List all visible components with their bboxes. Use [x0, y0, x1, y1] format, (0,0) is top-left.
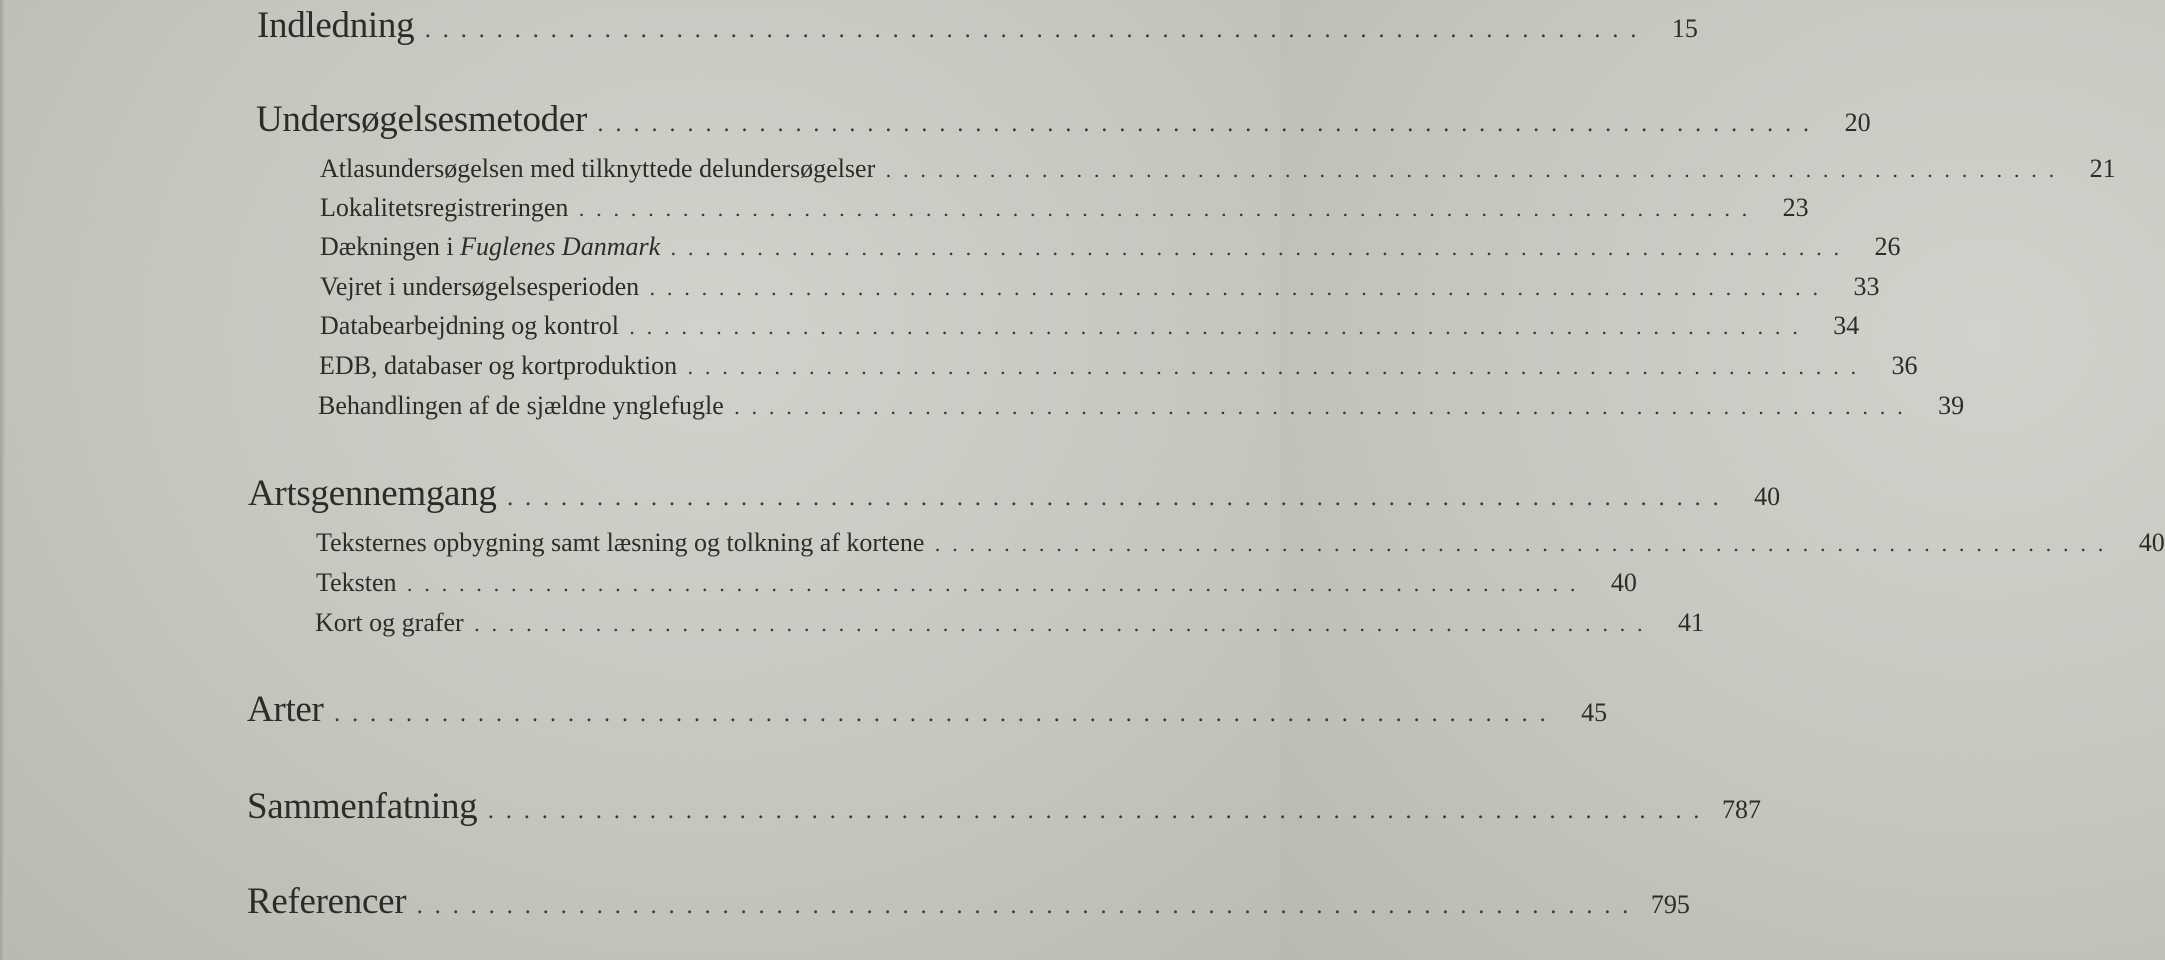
toc-entry-page: 20 — [1844, 108, 1871, 137]
dot-leader: .................................................................... — [473, 612, 1655, 636]
dot-leader: .................................................................... — [649, 276, 1830, 300]
toc-entry-title: Indledning — [257, 5, 415, 46]
toc-subentry-page: 40 — [2138, 528, 2165, 557]
toc-subentry-title — [320, 232, 660, 262]
toc-subentry-title: Atlasundersøgelsen med tilknyttede delundersøgelser — [320, 154, 876, 183]
toc-entry-title: Undersøgelsesmetoder — [256, 99, 588, 140]
toc-subentry — [320, 311, 1860, 345]
dot-leader: .................................................................... — [687, 355, 1868, 379]
dot-leader: .................................................................... — [628, 315, 1810, 339]
toc-entry-page: 45 — [1581, 698, 1608, 727]
toc-subentry-title: Kort og grafer — [315, 608, 464, 637]
toc-subentry — [316, 568, 1637, 602]
toc-subentry — [319, 351, 1918, 385]
toc-subentry — [320, 272, 1880, 306]
toc-entry-page: 795 — [1650, 890, 1690, 919]
toc-entry-title: Artsgennemgang — [248, 473, 497, 514]
toc-entry-artsgennemgang — [248, 472, 1781, 518]
toc-subentry — [320, 154, 2116, 188]
dot-leader: .................................................................... — [733, 395, 1915, 419]
toc-subentry — [320, 193, 1809, 227]
toc-subentry-title: Behandlingen af de sjældne ynglefugle — [318, 391, 724, 420]
toc-subentry — [315, 608, 1705, 642]
toc-subentry-page: 33 — [1853, 272, 1880, 301]
toc-entry-undersogelsesmetoder — [256, 98, 1871, 144]
toc-subentry-page: 21 — [2089, 154, 2116, 183]
toc-entry-title: Arter — [247, 689, 324, 730]
toc-entry-sammenfatning — [247, 785, 1761, 831]
toc-subentry — [320, 232, 1901, 266]
toc-entry-referencer — [247, 880, 1690, 926]
toc-subentry-page: 41 — [1678, 608, 1705, 637]
dot-leader: .................................................................... — [487, 799, 1711, 824]
toc-subentry-title: Databearbejdning og kontrol — [320, 311, 619, 340]
toc-entry-title: Referencer — [247, 881, 407, 922]
toc-subentry-page: 34 — [1833, 311, 1860, 340]
toc-subentry-page: 26 — [1874, 232, 1901, 261]
toc-subentry-title: Lokalitetsregistreringen — [320, 193, 569, 222]
dot-leader: .................................................................... — [416, 894, 1640, 919]
dot-leader: .................................................................... — [885, 158, 2066, 182]
toc-subentry-title-italic: Fuglenes Danmark — [460, 232, 661, 261]
toc-subentry — [316, 528, 2165, 562]
dot-leader: .................................................................... — [934, 532, 2115, 556]
toc-entry-page: 15 — [1671, 14, 1698, 43]
toc-entry-arter — [247, 688, 1608, 734]
toc-subentry-title: Teksternes opbygning samt læsning og tolkning af kortene — [316, 528, 925, 557]
toc-subentry-title: Teksten — [316, 568, 397, 597]
dot-leader: .................................................................... — [597, 112, 1821, 137]
dot-leader: .................................................................... — [670, 236, 1851, 260]
toc-subentry — [318, 391, 1965, 425]
toc-entry-page: 40 — [1754, 482, 1781, 511]
toc-subentry-title: Vejret i undersøgelsesperioden — [320, 272, 640, 301]
dot-leader: .................................................................... — [406, 572, 1587, 596]
toc-subentry-page: 40 — [1610, 568, 1637, 597]
toc-entry-title: Sammenfatning — [247, 786, 478, 827]
toc-subentry-page: 36 — [1891, 351, 1918, 380]
dot-leader: .................................................................... — [578, 197, 1759, 221]
toc-subentry-title: EDB, databaser og kortproduktion — [319, 351, 678, 380]
toc-subentry-title-prefix: Dækningen i — [320, 232, 461, 261]
toc-entry-indledning — [257, 4, 1698, 50]
dot-leader: .................................................................... — [506, 486, 1731, 511]
dot-leader: .................................................................... — [424, 18, 1648, 43]
dot-leader: .................................................................... — [333, 702, 1558, 727]
toc-entry-page: 787 — [1721, 795, 1761, 824]
toc-subentry-page: 39 — [1938, 391, 1965, 420]
toc-subentry-page: 23 — [1782, 193, 1809, 222]
